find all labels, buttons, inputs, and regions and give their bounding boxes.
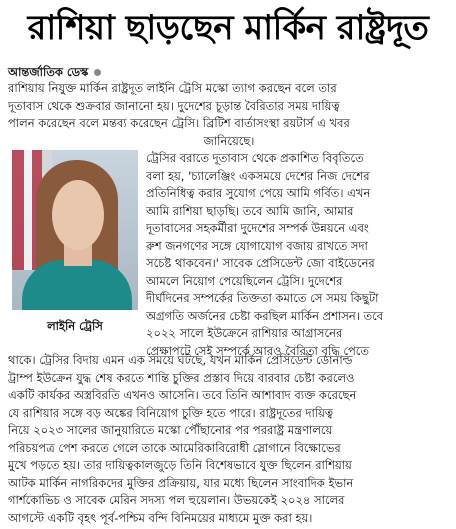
text-line: ২০২২ সালে ইউক্রেনে রাশিয়ার আগ্রাসনের: [146, 326, 343, 340]
text-line: আমি রাশিয়া ছাড়ছি। তবে আমি জানি, আমার: [146, 203, 354, 218]
text-line: দীর্ঘদিনের সম্পর্কের তিক্ততা কমাতে সে সময় কিছুটা: [146, 291, 379, 305]
text-line: দূতাবাসের সহকর্মীরা দুদেশের সম্পর্ক উন্নয়নে এবং: [146, 221, 369, 235]
portrait-shirt: [22, 260, 132, 310]
text-line: রুশ জনগণের সঙ্গে যোগাযোগ বজায় রাখতে সদা: [146, 238, 368, 253]
text-line: থাকে। ট্রেসির বিদায় এমন এক সময়ে ঘটছে, যখন মার্কিন প্রেসিডেন্ট ডোনাল্ড: [8, 353, 353, 367]
text-line: আটক মার্কিন নাগরিকদের মুক্তির প্রক্রিয়ায়, যার মধ্যে ছিলেন সাংবাদিক ইভান: [8, 475, 354, 490]
dateline-label: আন্তর্জাতিক ডেস্ক: [8, 65, 89, 79]
text-line: গার্শকোভিচ ও সাবেক মেরিন সদস্য পল হুয়েলান। উভয়কেই ২০২৪ সালের: [8, 493, 345, 507]
text-line: আমলে নিয়োগ পেয়েছিলেন ট্রেসি। দুদেশের: [146, 273, 343, 288]
text-line: ট্রেসির বরাতে দূতাবাস থেকে প্রকাশিত বিবৃতিতে: [146, 151, 364, 165]
text-line: ট্রাম্প ইউক্রেন যুদ্ধ শেষ করতে শান্তি চুক্তির প্রস্তাব দিয়ে বারবার চেষ্টা করলেও: [8, 370, 355, 385]
text-line: নিয়ে ২০২৩ সালের জানুয়ারিতে মস্কো পৌঁছানোর পর পররাষ্ট্র মন্ত্রণালয়ে: [8, 423, 333, 437]
text-line: সচেষ্ট থাকবেন।' সাবেক প্রেসিডেন্ট জো বাইডেনের: [146, 256, 375, 270]
text-line: অগ্রগতি অর্জনের চেষ্টা করছিল মার্কিন প্রশাসন। তবে: [146, 308, 384, 323]
text-line: যে রাশিয়ার সঙ্গে বড় অঙ্কের বিনিয়োগ চুক্তি হতে পারে। রাষ্ট্রদূতের দায়িত্ব: [8, 405, 334, 420]
text-line: একটি কার্যকর অস্ত্রবিরতি এখনও আসেনি। তবে তিনি আশাবাদ ব্যক্ত করেছেন: [8, 388, 357, 402]
portrait-face: [52, 180, 104, 250]
text-line: পালন করেছেন বলে মন্তব্য করেছেন ট্রেসি। ব্রিটিশ বার্তাসংস্থা রয়টার্স এ খবর: [8, 116, 350, 130]
right-column-paragraph: [146, 150, 450, 360]
bullet-icon: [94, 69, 101, 76]
photo-figure: [12, 150, 138, 310]
text-line: আগস্টে একটি বৃহৎ পূর্ব-পশ্চিম বন্দি বিনিময়ের মাধ্যমে মুক্ত করা হয়।: [8, 510, 313, 525]
text-line: জানিয়েছে।: [203, 133, 255, 148]
dateline: [8, 64, 101, 80]
text-line: বলা হয়, 'চ্যালেঞ্জিং একসময়ে দেশের নিজ দেশের: [146, 168, 370, 183]
text-line: প্রেক্ষাপটে সেই সম্পর্কে আরও বৈরিতা বৃদ্ধি পেতে: [146, 343, 370, 358]
text-line: মুখে পড়তে হয়। তার দায়িত্বকালজুড়ে তিনি বিশেষভাবে যুক্ত ছিলেন রাশিয়ায়: [8, 458, 352, 472]
bottom-paragraph: [8, 352, 450, 527]
text-line: পরিচয়পত্র পেশ করতে গেলে তাকে আমেরিকাবিরোধী স্লোগানে বিক্ষোভের: [8, 440, 341, 455]
photo-caption: লাইনি ট্রেসি: [47, 319, 103, 333]
text-line: দূতাবাস থেকে শুক্রবার জানানো হয়। দুদেশের চূড়ান্ত বৈরিতার সময় দায়িত্ব: [8, 98, 340, 113]
headline: রাশিয়া ছাড়ছেন মার্কিন রাষ্ট্রদূত: [27, 8, 429, 48]
portrait-photo: [12, 150, 138, 310]
text-line: প্রতিনিধিত্ব করার সুযোগ পেয়ে আমি গর্বিত। এখন: [146, 186, 371, 200]
intro-paragraph: [8, 80, 450, 150]
text-line: রাশিয়ায় নিযুক্ত মার্কিন রাষ্ট্রদূত লাইনি ট্রেসি মস্কো ত্যাগ করছেন বলে তার: [8, 81, 337, 95]
